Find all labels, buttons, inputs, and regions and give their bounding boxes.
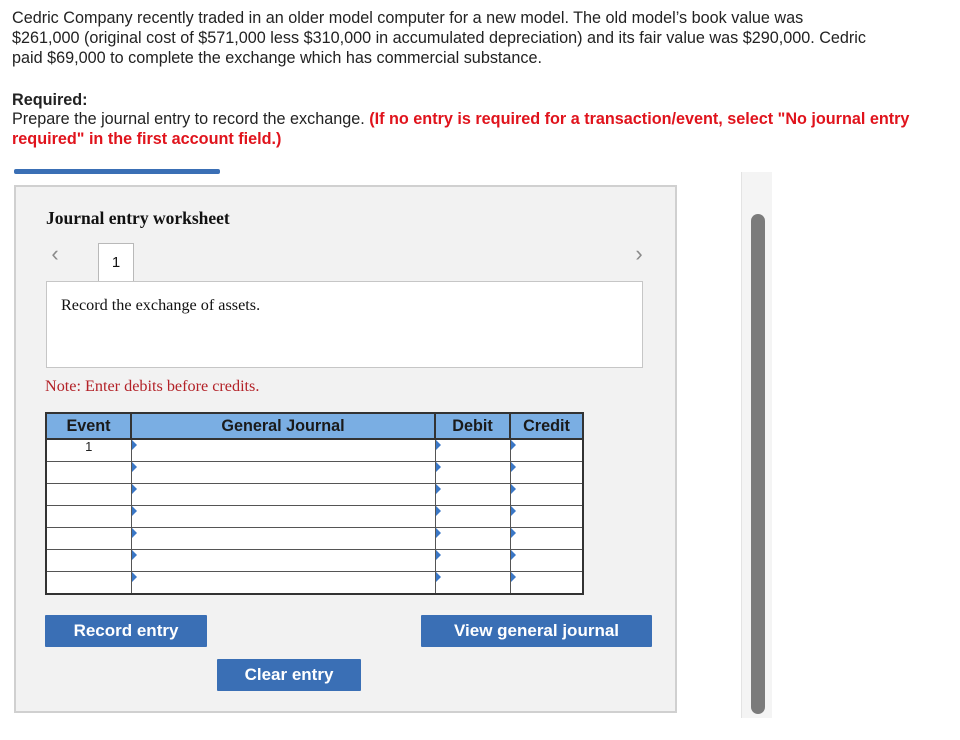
credit-field[interactable] bbox=[510, 550, 583, 572]
tab-progress-bar bbox=[14, 169, 220, 174]
debits-credits-note: Note: Enter debits before credits. bbox=[45, 377, 260, 395]
header-event: Event bbox=[46, 413, 131, 439]
entry-tab-1[interactable]: 1 bbox=[98, 243, 134, 281]
record-entry-button[interactable]: Record entry bbox=[45, 615, 207, 647]
input-marker-icon bbox=[436, 440, 441, 450]
dropdown-marker-icon bbox=[132, 528, 137, 538]
debit-field[interactable] bbox=[435, 572, 510, 595]
vertical-scrollbar[interactable] bbox=[741, 172, 772, 718]
input-marker-icon bbox=[511, 550, 516, 560]
credit-field[interactable] bbox=[510, 528, 583, 550]
problem-line-3: paid $69,000 to complete the exchange which has commercial substance. bbox=[12, 49, 543, 67]
table-row bbox=[46, 439, 583, 462]
debit-field[interactable] bbox=[435, 550, 510, 572]
debit-field[interactable] bbox=[435, 439, 510, 462]
credit-field[interactable] bbox=[510, 462, 583, 484]
header-debit: Debit bbox=[435, 413, 510, 439]
input-marker-icon bbox=[511, 528, 516, 538]
event-cell bbox=[46, 484, 131, 506]
table-row bbox=[46, 572, 583, 595]
dropdown-marker-icon bbox=[132, 440, 137, 450]
table-row bbox=[46, 550, 583, 572]
dropdown-marker-icon bbox=[132, 550, 137, 560]
input-marker-icon bbox=[436, 484, 441, 494]
credit-field[interactable] bbox=[510, 572, 583, 595]
dropdown-marker-icon bbox=[132, 462, 137, 472]
input-marker-icon bbox=[436, 528, 441, 538]
input-marker-icon bbox=[436, 550, 441, 560]
event-cell bbox=[46, 462, 131, 484]
journal-entry-table bbox=[45, 412, 584, 595]
event-cell bbox=[46, 528, 131, 550]
next-arrow-icon[interactable]: › bbox=[635, 241, 643, 266]
view-general-journal-button[interactable]: View general journal bbox=[421, 615, 652, 647]
account-field[interactable] bbox=[131, 439, 435, 462]
input-marker-icon bbox=[511, 484, 516, 494]
required-note: (If no entry is required for a transaction/event, select "No journal entry required" in the first account field.) bbox=[12, 110, 910, 148]
table-row bbox=[46, 462, 583, 484]
account-field[interactable] bbox=[131, 462, 435, 484]
credit-field[interactable] bbox=[510, 484, 583, 506]
entry-description: Record the exchange of assets. bbox=[61, 296, 261, 314]
dropdown-marker-icon bbox=[132, 506, 137, 516]
dropdown-marker-icon bbox=[132, 484, 137, 494]
worksheet-title: Journal entry worksheet bbox=[46, 208, 230, 228]
previous-arrow-icon[interactable]: ‹ bbox=[51, 241, 59, 266]
table-row bbox=[46, 528, 583, 550]
header-general-journal: General Journal bbox=[131, 413, 435, 439]
table-row bbox=[46, 506, 583, 528]
input-marker-icon bbox=[511, 572, 516, 582]
event-cell bbox=[46, 550, 131, 572]
input-marker-icon bbox=[511, 440, 516, 450]
problem-line-2: $261,000 (original cost of $571,000 less $310,000 in accumulated depreciation) and its fair value was $290,000. Cedric bbox=[12, 29, 866, 47]
account-field[interactable] bbox=[131, 528, 435, 550]
required-text: Prepare the journal entry to record the exchange. bbox=[12, 110, 370, 128]
table-row bbox=[46, 484, 583, 506]
scrollbar-thumb[interactable] bbox=[751, 214, 765, 714]
debit-field[interactable] bbox=[435, 506, 510, 528]
account-field[interactable] bbox=[131, 506, 435, 528]
header-credit: Credit bbox=[510, 413, 583, 439]
credit-field[interactable] bbox=[510, 439, 583, 462]
event-cell bbox=[46, 506, 131, 528]
journal-worksheet-panel bbox=[14, 185, 677, 713]
event-cell bbox=[46, 572, 131, 595]
input-marker-icon bbox=[436, 462, 441, 472]
input-marker-icon bbox=[511, 506, 516, 516]
account-field[interactable] bbox=[131, 572, 435, 595]
event-number: 1 bbox=[85, 439, 93, 454]
account-field[interactable] bbox=[131, 484, 435, 506]
input-marker-icon bbox=[511, 462, 516, 472]
required-instructions bbox=[12, 109, 947, 149]
credit-field[interactable] bbox=[510, 506, 583, 528]
required-title: Required: bbox=[12, 91, 88, 109]
debit-field[interactable] bbox=[435, 484, 510, 506]
table-header-row bbox=[46, 413, 583, 439]
event-cell bbox=[46, 439, 131, 462]
problem-statement bbox=[12, 8, 947, 68]
input-marker-icon bbox=[436, 506, 441, 516]
account-field[interactable] bbox=[131, 550, 435, 572]
debit-field[interactable] bbox=[435, 462, 510, 484]
clear-entry-button[interactable]: Clear entry bbox=[217, 659, 361, 691]
input-marker-icon bbox=[436, 572, 441, 582]
dropdown-marker-icon bbox=[132, 572, 137, 582]
entry-description-box bbox=[46, 281, 643, 368]
debit-field[interactable] bbox=[435, 528, 510, 550]
problem-line-1: Cedric Company recently traded in an older model computer for a new model. The old model’s book value was bbox=[12, 9, 804, 27]
